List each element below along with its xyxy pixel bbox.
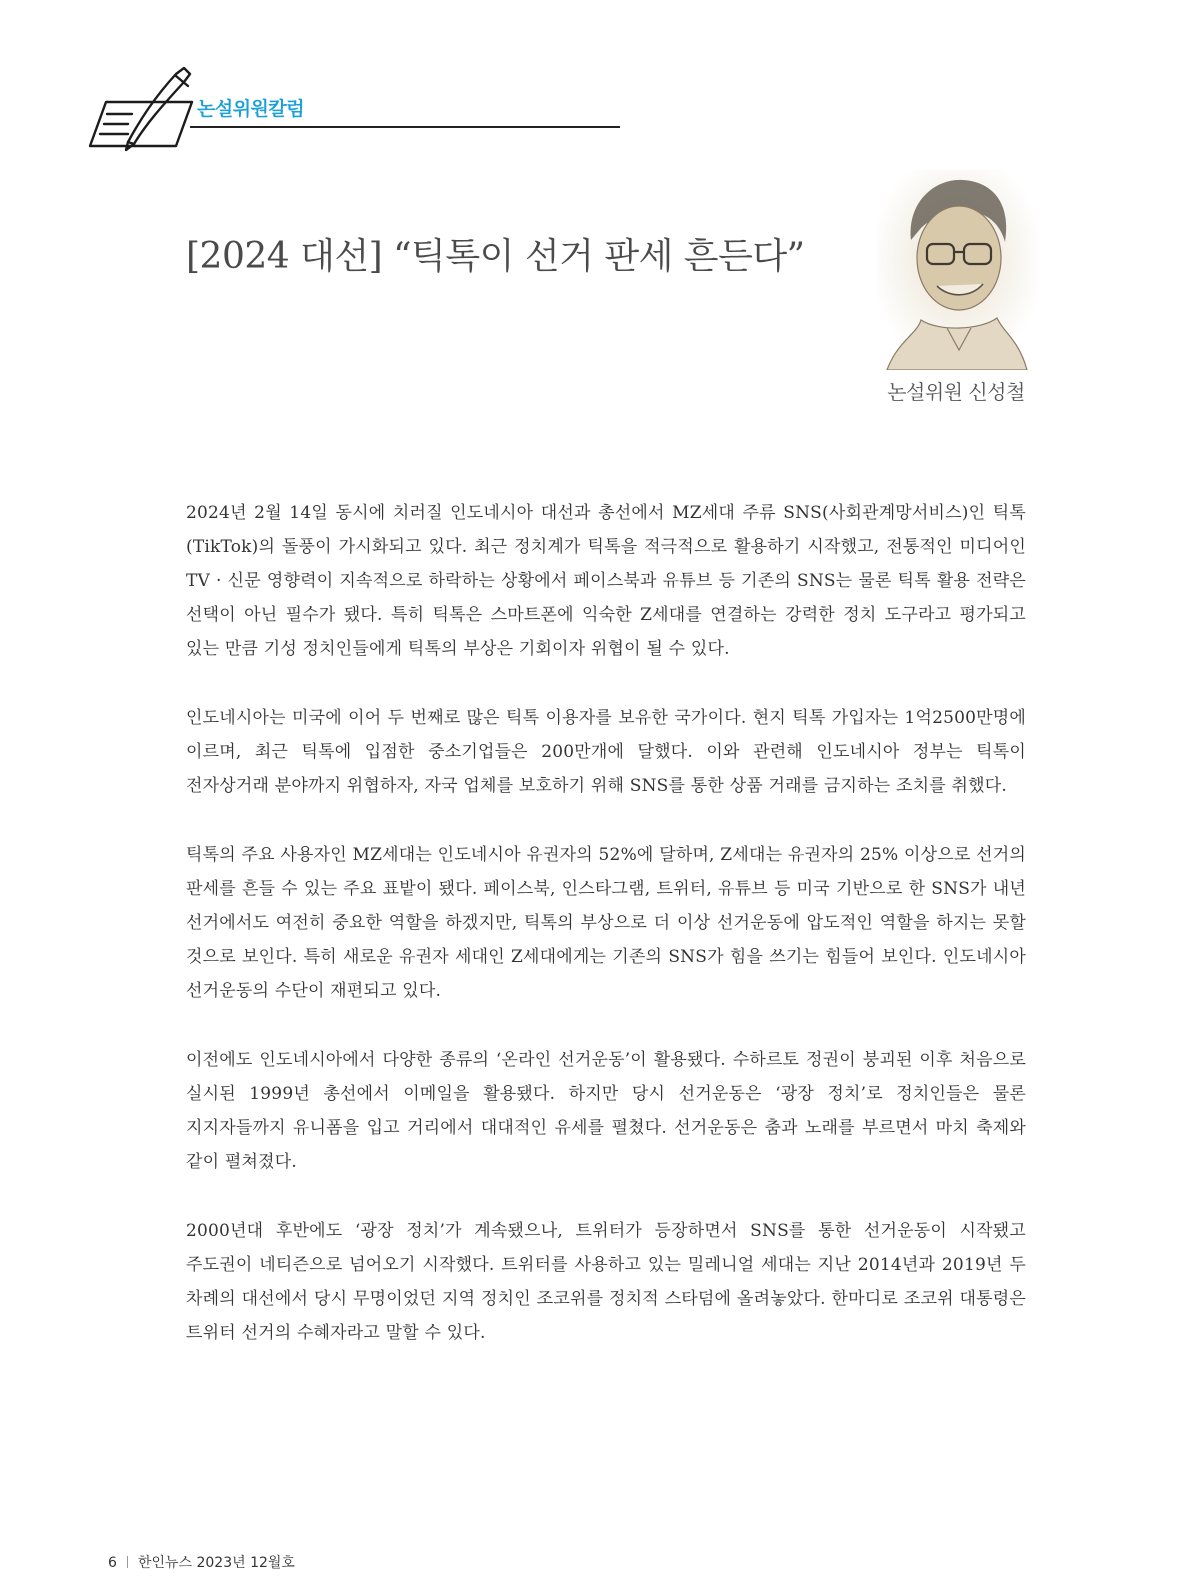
article-paragraph: 2000년대 후반에도 ‘광장 정치’가 계속됐으나, 트위터가 등장하면서 SNS를 통한 선거운동이 시작됐고 주도권이 네티즌으로 넘어오기 시작했다. 트위터를 사용하고 있는 밀레니얼 세대는 지난 2014년과 2019년 두 차례의 대선에서 당시 무명이었던 지역 정치인 조코위를 정치적 스타덤에 올려놓았다. 한마디로 조코위 대통령은 트위터 선거의 수혜자라고 말할 수 있다. (186, 1221, 1026, 1343)
article-paragraph: 인도네시아는 미국에 이어 두 번째로 많은 틱톡 이용자를 보유한 국가이다. 현지 틱톡 가입자는 1억2500만명에 이르며, 최근 틱톡에 입점한 중소기업들은 200만개에 달했다. 이와 관련해 인도네시아 정부는 틱톡이 전자상거래 분야까지 위협하자, 자국 업체를 보호하기 위해 SNS를 통한 상품 거래를 금지하는 조치를 취했다. (186, 708, 1026, 796)
article-paragraph: 틱톡의 주요 사용자인 MZ세대는 인도네시아 유권자의 52%에 달하며, Z세대는 유권자의 25% 이상으로 선거의 판세를 흔들 수 있는 주요 표밭이 됐다. 페이스북, 인스타그램, 트위터, 유튜브 등 미국 기반으로 한 SNS가 내년 선거에서도 여전히 중요한 역할을 하겠지만, 틱톡의 부상으로 더 이상 선거운동에 압도적인 역할을 하지는 못할 것으로 보인다. 특히 새로운 유권자 세대인 Z세대에게는 기존의 SNS가 힘을 쓰기는 힘들어 보인다. 인도네시아 선거운동의 수단이 재편되고 있다. (186, 845, 1026, 1001)
page-number: 6 (108, 1555, 117, 1571)
section-label: 논설위원칼럼 (197, 98, 305, 120)
header-divider (190, 126, 620, 128)
column-header (84, 62, 539, 157)
pen-writing-icon (84, 62, 196, 154)
author-byline: 논설위원 신성철 (887, 380, 1025, 404)
article-paragraph: 2024년 2월 14일 동시에 치러질 인도네시아 대선과 총선에서 MZ세대 주류 SNS(사회관계망서비스)인 틱톡(TikTok)의 돌풍이 가시화되고 있다. 최근 정치계가 틱톡을 적극적으로 활용하기 시작했고, 전통적인 미디어인 TV · 신문 영향력이 지속적으로 하락하는 상황에서 페이스북과 유튜브 등 기존의 SNS는 물론 틱톡 활용 전략은 선택이 아닌 필수가 됐다. 특히 틱톡은 스마트폰에 익숙한 Z세대를 연결하는 강력한 정치 도구라고 평가되고 있는 만큼 기성 정치인들에게 틱톡의 부상은 기회이자 위협이 될 수 있다. (186, 503, 1026, 659)
footer-divider (127, 1556, 128, 1568)
page-footer (108, 1552, 295, 1572)
article-title: [2024 대선] “틱톡이 선거 판세 흔든다” (186, 236, 805, 277)
article-paragraph: 이전에도 인도네시아에서 다양한 종류의 ‘온라인 선거운동’이 활용됐다. 수하르토 정권이 붕괴된 이후 처음으로 실시된 1999년 총선에서 이메일을 활용됐다. 하지만 당시 선거운동은 ‘광장 정치’로 정치인들은 물론 지지자들까지 유니폼을 입고 거리에서 대대적인 유세를 펼쳤다. 선거운동은 춤과 노래를 부르면서 마치 축제와 같이 펼쳐졌다. (186, 1050, 1026, 1172)
article-body (186, 496, 1026, 1385)
author-portrait (877, 170, 1037, 370)
publication-name: 한인뉴스 2023년 12월호 (137, 1555, 295, 1571)
